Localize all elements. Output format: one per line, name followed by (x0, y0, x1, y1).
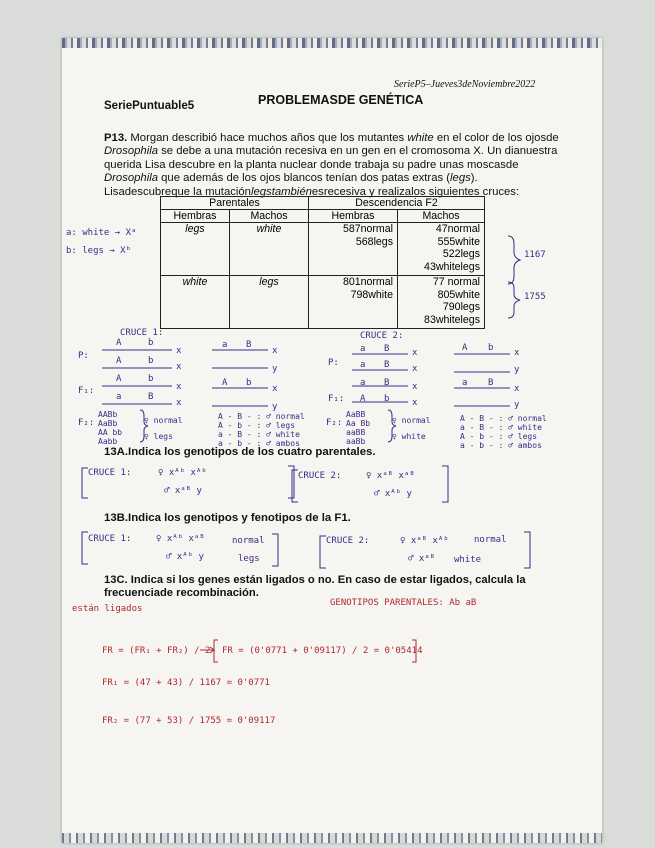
problem-statement: P13. Morgan describió hace muchos años que los mutantes white en el color de los ojosde Drosophila se debe a una mutación recesiva en un gen en el cromosoma X. Un dianuestra querida Lisa descubre en la planta nuclear donde trabaja su padre unas moscasde Drosophila que además de los ojos blancos tenían dos patas extras (legs). Lisadescubreque la mutaciónlegstambiénesrecesiva y realizalos siguientes cruces: (104, 132, 559, 198)
fr-formula: FR = (FR₁ + FR₂) / 2 (102, 646, 211, 656)
f2-label-1: F₂: (78, 418, 95, 428)
worksheet-page: SerieP5–Jueves3deNoviembre2022 SeriePuntuable5 PROBLEMASDE GENÉTICA P13. Morgan describió hace muchos años que los mutantes white en el color de los ojosde Drosophila se debe a una mutación recesiva en un gen en el cromosoma X. Un dianuestra querida Lisa descubre en la planta nuclear donde trabaja su padre unas moscasde Drosophila que además de los ojos blancos tenían dos patas extras (legs). Lisadescubreque la mutaciónlegstambiénesrecesiva y realizalos siguientes cruces: Parentales Descendencia F2 Hembras Machos Hembras Machos legs white 587normal 568legs 47normal 555white 522legs 43whitelegs white legs 801normal 798white 77 normal 805white 790legs 83whitelegs a: white → Xᵃ b: legs → Xᵇ 1167 1755 CRUCE 1: CRUCE 2: P: P: F₁: F₁: A b A b a B a B a B A b A b a B A b a B A b a B x x x y x x x y x x x y x x x y F₂: AABb AaBb AA bb Aabb ♀ normal ♀ legs A - B - : ♂ normal A - b - : ♂ legs a - B - : ♂ white a - b - : ♂ ambos F₂: AaBB Aa Bb aaBB aaBb ♀ normal ♀ white A - B - : ♂ normal a - B - : ♂ white A - b - : ♂ legs a - b - : ♂ ambos 13A.Indica los genotipos de los cuatro parentales. CRUCE 1: ♀ xᴬᵇ xᴬᵇ ♂ xᵃᴮ y CRUCE 2: ♀ xᵃᴮ xᵃᴮ ♂ xᴬᵇ y 13B.Indica los genotipos y fenotipos de la F1. CRUCE 1: ♀ xᴬᵇ xᵃᴮ normal ♂ xᴬᵇ y legs CRUCE 2: ♀ xᵃᴮ xᴬᵇ normal ♂ xᵃᴮ white 13C. Indica si los genes están ligados o no. En caso de estar ligados, calcula la frecuenciade recombinación. están ligados GENOTIPOS PARENTALES: Ab aB FR = (FR₁ + FR₂) / 2 FR = (0'0771 + 0'09117) / 2 = 0'05414 FR₁ = (47 + 43) / 1167 = 0'0771 FR₂ = (77 + 53) / 1755 = 0'09117 (62, 38, 602, 843)
col-hembras: Hembras (161, 210, 230, 223)
f2-c1-females: AABb AaBb AA bb Aabb (98, 410, 123, 446)
brace-row-1 (508, 236, 520, 284)
col-machos: Machos (230, 210, 309, 223)
parental-genotypes: GENOTIPOS PARENTALES: Ab aB (330, 598, 477, 608)
f2-c1-males: A - B - : ♂ normal A - b - : ♂ legs a - B - : ♂ white a - b - : ♂ ambos (218, 412, 305, 448)
group-f2: Descendencia F2 (309, 197, 485, 210)
page-title: PROBLEMASDE GENÉTICA (258, 93, 424, 107)
question-13b: 13B.Indica los genotipos y fenotipos de la F1. (104, 512, 351, 524)
fr-result: FR = (0'0771 + 0'09117) / 2 = 0'05414 (222, 646, 423, 656)
col-f2-hembras: Hembras (309, 210, 398, 223)
f2-c2-males: A - B - : ♂ normal a - B - : ♂ white A - b - : ♂ legs a - b - : ♂ ambos (460, 414, 547, 450)
note-allele-b: b: legs → Xᵇ (66, 246, 132, 256)
p-label-1: P: (78, 351, 89, 361)
problem-label: P13. (104, 132, 128, 144)
handwritten-strokes (62, 38, 602, 843)
table-row: legs white 587normal 568legs 47normal 555white 522legs 43whitelegs (161, 223, 485, 276)
question-13a: 13A.Indica los genotipos de los cuatro parentales. (104, 446, 376, 458)
note-total-2: 1755 (524, 292, 546, 302)
f2-c2-females: AaBB Aa Bb aaBB aaBb (346, 410, 371, 446)
cruce1-label: CRUCE 1: (120, 328, 164, 338)
fr1-calc: FR₁ = (47 + 43) / 1167 = 0'0771 (102, 678, 270, 688)
cruce2-label: CRUCE 2: (360, 331, 404, 341)
note-allele-a: a: white → Xᵃ (66, 228, 137, 238)
brace-row-2 (508, 282, 520, 318)
table-row: white legs 801normal 798white 77 normal 805white 790legs 83whitelegs (161, 276, 485, 329)
p-label-2: P: (328, 358, 339, 368)
series-name: SeriePuntuable5 (104, 100, 195, 112)
group-parentales: Parentales (161, 197, 309, 210)
fr2-calc: FR₂ = (77 + 53) / 1755 = 0'09117 (102, 716, 276, 726)
series-tag: SerieP5–Jueves3deNoviembre2022 (394, 79, 536, 90)
col-f2-machos: Machos (398, 210, 485, 223)
answer-ligados: están ligados (72, 604, 143, 614)
f1-label-1: F₁: (78, 386, 95, 396)
note-total-1: 1167 (524, 250, 546, 260)
question-13c: 13C. Indica si los genes están ligados o no. En caso de estar ligados, calcula la frecuenciade recombinación. (104, 574, 526, 600)
f1-label-2: F₁: (328, 394, 345, 404)
f2-label-2: F₂: (326, 418, 343, 428)
